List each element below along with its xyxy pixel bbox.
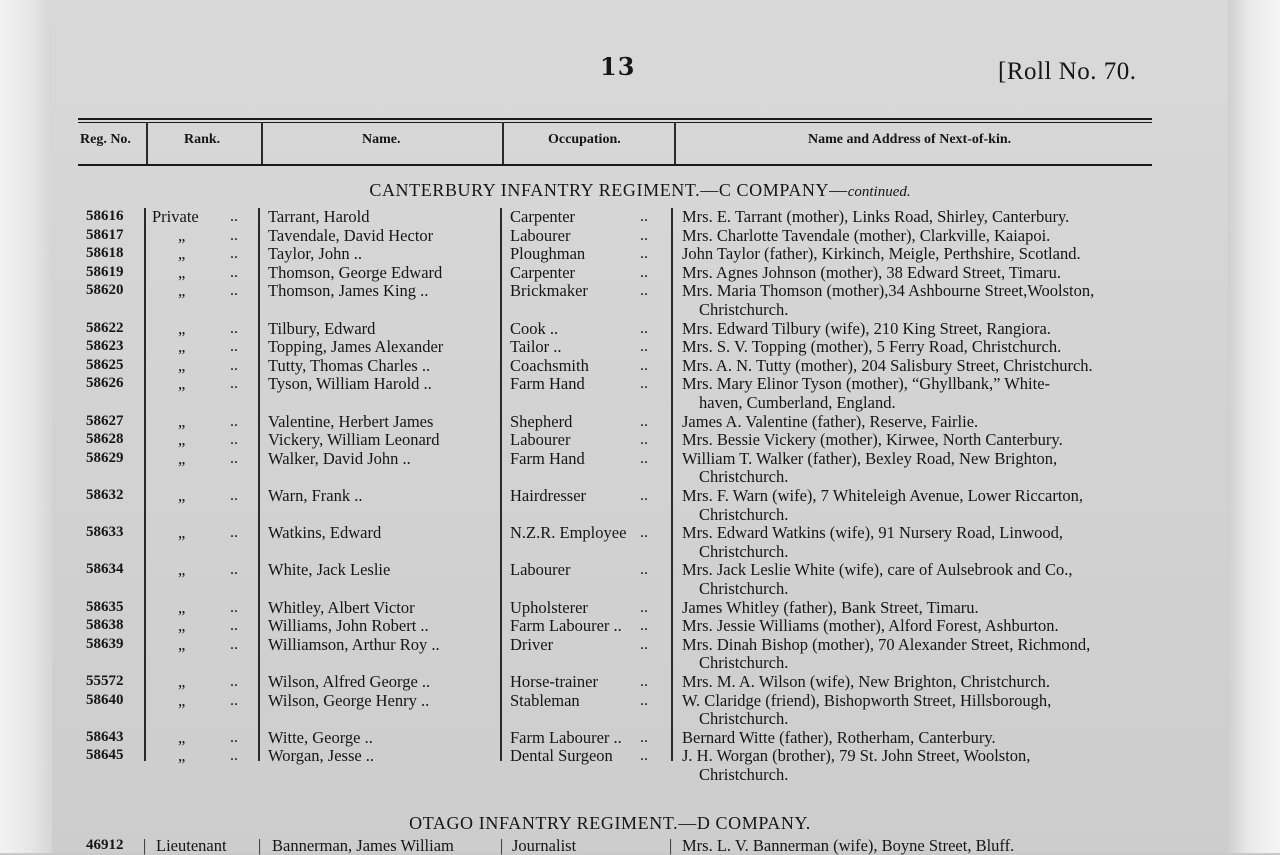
reg-no: 58643 xyxy=(86,728,124,745)
leader-dots: .. xyxy=(230,226,238,244)
section-title: CANTERBURY INFANTRY REGIMENT.—C COMPANY— xyxy=(369,180,848,200)
name: Wilson, George Henry .. xyxy=(268,690,430,710)
table-row xyxy=(0,560,1280,579)
leader-dots: .. xyxy=(230,524,238,542)
reg-no: 58623 xyxy=(86,338,124,355)
reg-no: 58633 xyxy=(86,524,124,541)
next-of-kin-continuation: Christchurch. xyxy=(699,709,789,729)
table-row xyxy=(0,672,1280,691)
reg-no: 58626 xyxy=(86,375,124,392)
leader-dots: .. xyxy=(640,208,648,225)
reg-no: 58616 xyxy=(86,208,124,224)
leader-dots: .. xyxy=(640,617,648,635)
header-rule-bottom xyxy=(78,164,1152,166)
leader-dots: .. xyxy=(230,728,238,746)
leader-dots: .. xyxy=(640,598,648,616)
rank: „ xyxy=(178,746,186,766)
table-row xyxy=(0,226,1280,245)
leader-dots: .. xyxy=(230,691,238,709)
leader-dots: .. xyxy=(230,208,238,225)
leader-dots: .. xyxy=(640,375,648,393)
reg-no: 46912 xyxy=(86,837,124,853)
separator-bar: | xyxy=(143,836,147,855)
occupation: Hairdresser xyxy=(510,486,587,505)
name: Thomson, George Edward xyxy=(268,262,443,282)
occupation: Labourer xyxy=(510,225,571,245)
next-of-kin-continuation: Christchurch. xyxy=(699,541,789,561)
occupation: Dental Surgeon xyxy=(510,746,613,766)
leader-dots: .. xyxy=(640,338,648,356)
leader-dots: .. xyxy=(640,561,648,579)
reg-no: 58622 xyxy=(86,319,124,336)
next-of-kin: John Taylor (father), Kirkinch, Meigle, Perthshire, Scotland. xyxy=(682,244,1081,264)
roll-number: [Roll No. 70. xyxy=(998,58,1137,85)
leader-dots: .. xyxy=(640,282,648,300)
leader-dots: .. xyxy=(230,617,238,635)
name: Worgan, Jesse .. xyxy=(268,746,375,766)
occupation: Horse-trainer xyxy=(510,672,598,691)
occupation: Driver xyxy=(510,634,554,654)
section-note: continued. xyxy=(847,184,911,200)
leader-dots: .. xyxy=(230,245,238,263)
next-of-kin-continuation: Christchurch. xyxy=(699,300,789,319)
leader-dots: .. xyxy=(230,431,238,449)
next-of-kin: Mrs. Charlotte Tavendale (mother), Clarkville, Kaiapoi. xyxy=(682,225,1051,245)
next-of-kin: James A. Valentine (father), Reserve, Fairlie. xyxy=(682,411,979,431)
occupation: Upholsterer xyxy=(510,597,588,617)
leader-dots: .. xyxy=(640,524,648,542)
header-separator-2 xyxy=(261,122,263,164)
occupation: Ploughman xyxy=(510,244,586,264)
leader-dots: .. xyxy=(640,673,648,690)
next-of-kin: J. H. Worgan (brother), 79 St. John Street, Woolston, xyxy=(682,746,1031,766)
rank: „ xyxy=(178,355,186,375)
name: Whitley, Albert Victor xyxy=(268,597,415,617)
occupation: Carpenter xyxy=(510,262,576,282)
table-row xyxy=(0,746,1280,765)
next-of-kin-continuation: Christchurch. xyxy=(699,504,789,524)
name: Taylor, John .. xyxy=(268,244,362,264)
next-of-kin-continuation: Christchurch. xyxy=(699,653,789,673)
next-of-kin: Mrs. F. Warn (wife), 7 Whiteleigh Avenue, Lower Riccarton, xyxy=(682,486,1084,505)
next-of-kin: Mrs. Mary Elinor Tyson (mother), “Ghyllbank,” White- xyxy=(682,374,1051,394)
rank: „ xyxy=(178,225,186,245)
occupation: Journalist xyxy=(512,836,577,855)
leader-dots: .. xyxy=(640,226,648,244)
table-row xyxy=(0,337,1280,356)
rank: „ xyxy=(178,560,186,580)
reg-no: 58628 xyxy=(86,431,124,448)
next-of-kin: Bernard Witte (father), Rotherham, Canterbury. xyxy=(682,727,996,747)
occupation: Carpenter xyxy=(510,207,576,226)
next-of-kin: W. Claridge (friend), Bishopworth Street, Hillsborough, xyxy=(682,690,1052,710)
reg-no: 58625 xyxy=(86,356,124,373)
next-of-kin-continuation: haven, Cumberland, England. xyxy=(699,393,896,412)
next-of-kin-continuation: Christchurch. xyxy=(699,579,789,598)
next-of-kin: Mrs. A. N. Tutty (mother), 204 Salisbury Street, Christchurch. xyxy=(682,355,1093,375)
reg-no: 58639 xyxy=(86,635,124,652)
leader-dots: .. xyxy=(230,747,238,765)
reg-no: 58638 xyxy=(86,617,124,634)
leader-dots: .. xyxy=(230,598,238,616)
header-rule-top-inner xyxy=(78,122,1152,123)
next-of-kin: Mrs. Edward Tilbury (wife), 210 King Street, Rangiora. xyxy=(682,318,1051,338)
header-rule-top xyxy=(78,118,1152,120)
leader-dots: .. xyxy=(640,431,648,449)
rank: „ xyxy=(178,727,186,747)
reg-no: 58620 xyxy=(86,282,124,299)
name: Walker, David John .. xyxy=(268,448,411,468)
header-reg-no: Reg. No. xyxy=(80,132,131,147)
rank: Lieutenant xyxy=(156,836,227,855)
next-of-kin: William T. Walker (father), Bexley Road, New Brighton, xyxy=(682,448,1058,468)
section2-heading: OTAGO INFANTRY REGIMENT.—D COMPANY. xyxy=(409,813,811,833)
name: Williams, John Robert .. xyxy=(268,616,429,636)
name: Topping, James Alexander xyxy=(268,337,444,357)
table-row xyxy=(0,319,1280,338)
leader-dots: .. xyxy=(640,319,648,337)
name: Tilbury, Edward xyxy=(268,318,376,338)
occupation: Farm Labourer .. xyxy=(510,616,622,636)
header-next-of-kin: Name and Address of Next-of-kin. xyxy=(808,132,1012,147)
name: Thomson, James King .. xyxy=(268,281,429,301)
table-row xyxy=(0,523,1280,542)
rank: „ xyxy=(178,244,186,264)
next-of-kin: Mrs. Maria Thomson (mother),34 Ashbourne Street,Woolston, xyxy=(682,281,1095,301)
occupation: Farm Labourer .. xyxy=(510,727,622,747)
leader-dots: .. xyxy=(230,282,238,300)
next-of-kin: Mrs. Agnes Johnson (mother), 38 Edward Street, Timaru. xyxy=(682,262,1062,282)
name: Watkins, Edward xyxy=(268,523,382,543)
next-of-kin-continuation: Christchurch. xyxy=(699,765,789,784)
rank: „ xyxy=(178,523,186,543)
next-of-kin: Mrs. Dinah Bishop (mother), 70 Alexander Street, Richmond, xyxy=(682,634,1091,654)
reg-no: 58640 xyxy=(86,691,124,708)
leader-dots: .. xyxy=(230,356,238,374)
leader-dots: .. xyxy=(230,635,238,653)
table-row xyxy=(0,263,1280,282)
table-row xyxy=(0,635,1280,654)
rank: „ xyxy=(178,486,186,505)
next-of-kin: Mrs. L. V. Bannerman (wife), Boyne Street, Bluff. xyxy=(682,836,1015,855)
rank: „ xyxy=(178,337,186,357)
occupation: Farm Hand xyxy=(510,448,585,468)
table-row xyxy=(0,244,1280,263)
leader-dots: .. xyxy=(640,449,648,467)
name: Warn, Frank .. xyxy=(268,486,363,505)
name: Witte, George .. xyxy=(268,727,373,747)
leader-dots: .. xyxy=(640,245,648,263)
table-row xyxy=(0,281,1280,300)
rank: „ xyxy=(178,690,186,710)
reg-no: 58632 xyxy=(86,487,124,503)
rank: „ xyxy=(178,318,186,338)
next-of-kin: Mrs. S. V. Topping (mother), 5 Ferry Road, Christchurch. xyxy=(682,337,1062,357)
next-of-kin: Mrs. Jessie Williams (mother), Alford Forest, Ashburton. xyxy=(682,616,1059,636)
separator-bar: | xyxy=(258,836,262,855)
leader-dots: .. xyxy=(230,487,238,504)
rank: „ xyxy=(178,616,186,636)
name: Valentine, Herbert James xyxy=(268,411,434,431)
next-of-kin: Mrs. M. A. Wilson (wife), New Brighton, Christchurch. xyxy=(682,672,1050,691)
occupation: Farm Hand xyxy=(510,374,585,394)
occupation: Coachsmith xyxy=(510,355,589,375)
leader-dots: .. xyxy=(230,319,238,337)
leader-dots: .. xyxy=(230,449,238,467)
leader-dots: .. xyxy=(640,635,648,653)
rank: „ xyxy=(178,411,186,431)
table-row xyxy=(0,412,1280,431)
occupation: Labourer xyxy=(510,560,571,580)
reg-no: 58645 xyxy=(86,747,124,764)
table-row-partial xyxy=(0,836,1280,855)
reg-no: 58634 xyxy=(86,561,124,578)
name: Vickery, William Leonard xyxy=(268,430,440,450)
section-heading xyxy=(0,180,1280,201)
rank: „ xyxy=(178,281,186,301)
reg-no: 58627 xyxy=(86,412,124,429)
next-of-kin: Mrs. E. Tarrant (mother), Links Road, Shirley, Canterbury. xyxy=(682,207,1070,226)
table-row xyxy=(0,356,1280,375)
reg-no: 58635 xyxy=(86,598,124,615)
leader-dots: .. xyxy=(230,412,238,430)
leader-dots: .. xyxy=(640,728,648,746)
occupation: Stableman xyxy=(510,690,580,710)
occupation: Cook .. xyxy=(510,318,559,338)
header-rank: Rank. xyxy=(184,132,221,147)
reg-no: 58629 xyxy=(86,449,124,466)
table-row xyxy=(0,728,1280,747)
leader-dots: .. xyxy=(230,263,238,281)
reg-no: 58618 xyxy=(86,245,124,262)
occupation: Brickmaker xyxy=(510,281,588,301)
header-separator-1 xyxy=(146,122,148,164)
separator-bar: | xyxy=(669,836,673,855)
leader-dots: .. xyxy=(640,356,648,374)
rank: „ xyxy=(178,597,186,617)
header-name: Name. xyxy=(362,132,401,147)
header-occupation: Occupation. xyxy=(548,132,621,147)
rank: „ xyxy=(178,672,186,691)
table-row xyxy=(0,449,1280,468)
rank: „ xyxy=(178,634,186,654)
table-row xyxy=(0,691,1280,710)
separator-bar: | xyxy=(500,836,504,855)
rank: „ xyxy=(178,262,186,282)
leader-dots: .. xyxy=(230,375,238,393)
table-row xyxy=(0,486,1280,505)
table-row xyxy=(0,598,1280,617)
name: Wilson, Alfred George .. xyxy=(268,672,431,691)
reg-no: 58619 xyxy=(86,263,124,280)
rank: „ xyxy=(178,374,186,394)
occupation: Labourer xyxy=(510,430,571,450)
name: Tyson, William Harold .. xyxy=(268,374,432,394)
next-of-kin: James Whitley (father), Bank Street, Timaru. xyxy=(682,597,979,617)
occupation: Tailor .. xyxy=(510,337,562,357)
next-of-kin: Mrs. Jack Leslie White (wife), care of Aulsebrook and Co., xyxy=(682,560,1073,580)
header-separator-4 xyxy=(674,122,676,164)
header-separator-3 xyxy=(502,122,504,164)
leader-dots: .. xyxy=(230,673,238,690)
leader-dots: .. xyxy=(640,263,648,281)
leader-dots: .. xyxy=(640,691,648,709)
rank: Private xyxy=(152,207,199,226)
reg-no: 55572 xyxy=(86,673,124,689)
leader-dots: .. xyxy=(640,747,648,765)
leader-dots: .. xyxy=(640,487,648,504)
occupation: N.Z.R. Employee xyxy=(510,523,627,543)
table-row xyxy=(0,374,1280,393)
name: Tutty, Thomas Charles .. xyxy=(268,355,431,375)
page-number: 13 xyxy=(600,52,636,81)
leader-dots: .. xyxy=(230,338,238,356)
leader-dots: .. xyxy=(230,561,238,579)
table-row xyxy=(0,616,1280,635)
name: Tarrant, Harold xyxy=(268,207,370,226)
leader-dots: .. xyxy=(640,412,648,430)
reg-no: 58617 xyxy=(86,226,124,243)
next-of-kin: Mrs. Edward Watkins (wife), 91 Nursery Road, Linwood, xyxy=(682,523,1064,543)
name: Williamson, Arthur Roy .. xyxy=(268,634,440,654)
name: White, Jack Leslie xyxy=(268,560,391,580)
next-of-kin-continuation: Christchurch. xyxy=(699,467,789,487)
rank: „ xyxy=(178,448,186,468)
occupation: Shepherd xyxy=(510,411,573,431)
rank: „ xyxy=(178,430,186,450)
name: Tavendale, David Hector xyxy=(268,225,434,245)
table-row xyxy=(0,207,1280,226)
name: Bannerman, James William xyxy=(272,836,454,855)
next-of-kin: Mrs. Bessie Vickery (mother), Kirwee, North Canterbury. xyxy=(682,430,1063,450)
table-row xyxy=(0,430,1280,449)
